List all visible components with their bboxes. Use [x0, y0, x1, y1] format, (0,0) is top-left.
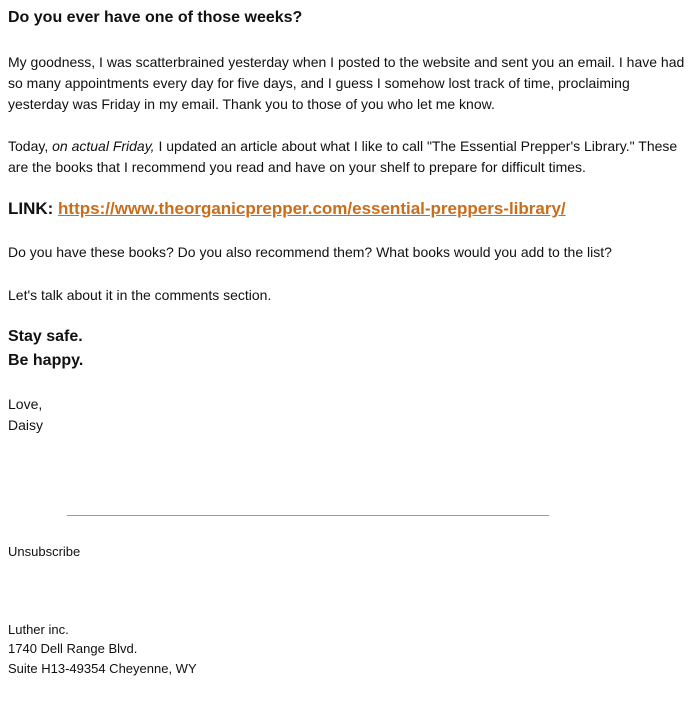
- address-city: Suite H13-49354 Cheyenne, WY: [8, 661, 197, 676]
- address-street: 1740 Dell Range Blvd.: [8, 641, 138, 656]
- unsubscribe-link[interactable]: Unsubscribe: [8, 544, 81, 559]
- paragraph-update-before: Today,: [8, 138, 53, 154]
- email-heading: Do you ever have one of those weeks?: [8, 9, 303, 26]
- footer-divider: [67, 515, 549, 516]
- closing-stay-safe: Stay safe.: [8, 328, 83, 345]
- signoff-love: Love,: [8, 396, 43, 412]
- link-label: LINK:: [8, 199, 59, 218]
- signoff-name: Daisy: [8, 417, 44, 433]
- address-company: Luther inc.: [8, 622, 69, 637]
- paragraph-question: Do you have these books? Do you also recommend them? What books would you add to the list?: [8, 244, 612, 260]
- paragraph-apology: My goodness, I was scatterbrained yesterday when I posted to the website and sent you an email. I have had so many appointments every day for five days, and I guess I somehow lost track of time, proclaiming yesterday was Friday in my email. Thank you to those of you who let me know.: [8, 54, 685, 112]
- paragraph-update: [8, 136, 688, 178]
- link-line: [8, 199, 566, 219]
- preppers-library-link[interactable]: https://www.theorganicprepper.com/essential-preppers-library/: [58, 199, 566, 218]
- paragraph-update-emphasis: on actual Friday,: [52, 138, 155, 154]
- paragraph-comments: Let's talk about it in the comments section.: [8, 287, 272, 303]
- paragraph-update-after: I updated an article about what I like to call "The Essential Prepper's Library." These are the books that I recommend you read and have on your shelf to prepare for difficult times.: [8, 138, 678, 175]
- closing-be-happy: Be happy.: [8, 352, 84, 369]
